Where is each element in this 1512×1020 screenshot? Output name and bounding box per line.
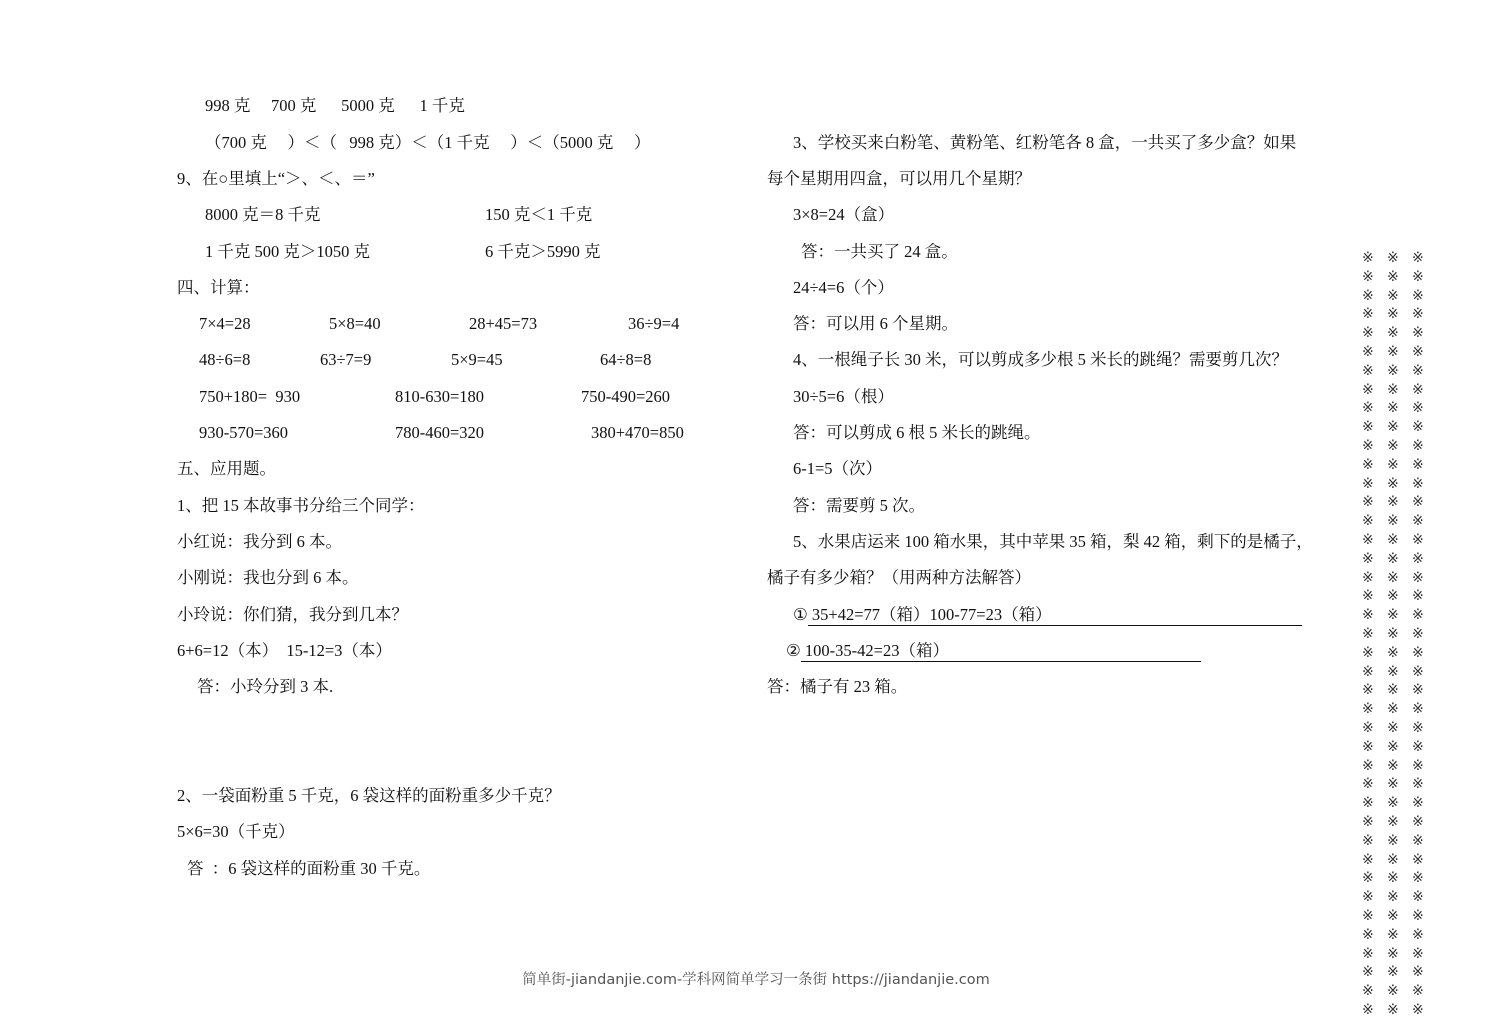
text-line: 小红说：我分到 6 本。 [177,532,342,551]
margin-mark: ※ [1387,738,1399,755]
margin-mark: ※ [1387,381,1399,398]
solution: 30÷5=6（根） [793,387,894,406]
margin-mark: ※ [1387,776,1399,793]
margin-mark: ※ [1412,268,1424,285]
question-9: 9、在○里填上“＞、＜、＝” [177,169,375,188]
margin-mark: ※ [1362,513,1374,530]
calc: 5×8=40 [329,314,381,333]
margin-mark: ※ [1387,701,1399,718]
margin-mark: ※ [1362,983,1374,1000]
margin-mark: ※ [1362,588,1374,605]
margin-mark: ※ [1387,532,1399,548]
margin-mark: ※ [1412,663,1424,680]
problem-5: 5、水果店运来 100 箱水果，其中苹果 35 箱，梨 42 箱，剩下的是橘子， [793,532,1313,551]
margin-mark: ※ [1387,438,1399,454]
margin-mark: ※ [1362,738,1374,755]
calc: 750-490=260 [581,387,671,406]
margin-mark: ※ [1387,851,1399,868]
margin-mark: ※ [1362,475,1374,492]
margin-mark: ※ [1362,494,1374,511]
answer: 答：可以用 6 个星期。 [793,314,958,333]
margin-mark: ※ [1362,926,1374,943]
margin-mark: ※ [1387,287,1399,304]
margin-mark: ※ [1362,644,1374,661]
solution: 6-1=5（次） [793,459,883,478]
margin-mark: ※ [1362,250,1374,266]
margin-mark: ※ [1362,456,1374,473]
margin-mark: ※ [1387,344,1399,360]
margin-mark: ※ [1362,720,1374,736]
margin-mark: ※ [1387,513,1399,530]
text-line: 每个星期用四盒，可以用几个星期？ [767,169,1031,188]
problem-4: 4、一根绳子长 30 米，可以剪成多少根 5 米长的跳绳？需要剪几次？ [793,350,1288,369]
margin-mark: ※ [1412,306,1424,323]
margin-mark: ※ [1362,663,1374,680]
solution: 5×6=30（千克） [177,822,295,841]
method-1 [793,605,1302,626]
margin-mark: ※ [1362,814,1374,830]
answer: 答：橘子有 23 箱。 [767,677,908,696]
text-line: 橘子有多少箱？（用两种方法解答） [767,568,1031,587]
margin-mark: ※ [1412,588,1424,605]
margin-mark: ※ [1412,287,1424,304]
solution: 24÷4=6（个） [793,278,894,297]
margin-mark: ※ [1412,889,1424,906]
margin-mark: ※ [1412,400,1424,417]
margin-mark: ※ [1362,550,1374,567]
margin-mark: ※ [1387,400,1399,417]
margin-mark: ※ [1362,306,1374,323]
margin-mark: ※ [1387,362,1399,379]
text-line: 小玲说：你们猜，我分到几本？ [177,605,408,624]
margin-mark: ※ [1387,682,1399,699]
compare: 150 克＜1 千克 [485,205,593,224]
margin-mark: ※ [1387,644,1399,661]
calc: 810-630=180 [395,387,485,406]
margin-mark: ※ [1412,964,1424,981]
margin-mark: ※ [1387,456,1399,473]
method-1-answer: 35+42=77（箱）100-77=23（箱） [808,605,1302,626]
binding-margin-marks [1362,250,1442,1020]
margin-mark: ※ [1412,532,1424,548]
margin-mark: ※ [1387,475,1399,492]
margin-mark: ※ [1387,832,1399,849]
margin-mark: ※ [1412,738,1424,755]
margin-mark: ※ [1412,814,1424,830]
margin-mark: ※ [1362,532,1374,548]
margin-mark: ※ [1362,381,1374,398]
calc: 7×4=28 [199,314,251,333]
margin-mark: ※ [1412,776,1424,793]
problem-2: 2、一袋面粉重 5 千克，6 袋这样的面粉重多少千克？ [177,786,561,805]
margin-mark: ※ [1412,250,1424,266]
margin-mark: ※ [1362,362,1374,379]
margin-mark: ※ [1362,344,1374,360]
margin-mark: ※ [1362,438,1374,454]
calc: 48÷6=8 [199,350,251,369]
calc: 380+470=850 [591,423,684,442]
margin-mark: ※ [1387,926,1399,943]
margin-mark: ※ [1387,964,1399,981]
solution: 3×8=24（盒） [793,205,895,224]
margin-mark: ※ [1412,381,1424,398]
section-5-heading: 五、应用题。 [177,459,276,478]
calc: 36÷9=4 [628,314,680,333]
calc: 64÷8=8 [600,350,652,369]
margin-mark: ※ [1387,870,1399,887]
margin-mark: ※ [1362,795,1374,812]
margin-mark: ※ [1362,626,1374,642]
margin-mark: ※ [1412,626,1424,642]
margin-mark: ※ [1412,569,1424,586]
margin-mark: ※ [1362,268,1374,285]
margin-mark: ※ [1387,757,1399,774]
margin-mark: ※ [1362,889,1374,906]
margin-mark: ※ [1412,456,1424,473]
margin-mark: ※ [1387,588,1399,605]
margin-mark: ※ [1362,607,1374,624]
problem-1: 1、把 15 本故事书分给三个同学： [177,496,425,515]
text-line: 小刚说：我也分到 6 本。 [177,568,359,587]
margin-mark: ※ [1387,1002,1399,1018]
margin-mark: ※ [1412,926,1424,943]
margin-mark: ※ [1412,945,1424,962]
margin-mark: ※ [1362,287,1374,304]
margin-mark: ※ [1362,1002,1374,1018]
margin-mark: ※ [1387,550,1399,567]
problem-3: 3、学校买来白粉笔、黄粉笔、红粉笔各 8 盒，一共买了多少盒？如果 [793,133,1297,152]
footer-watermark: 简单街-jiandanjie.com-学科网简单学习一条街 https://jiandanjie.com [522,972,990,988]
calc: 28+45=73 [469,314,538,333]
weights-list: 998 克 700 克 5000 克 1 千克 [205,96,465,115]
margin-mark: ※ [1412,1002,1424,1018]
margin-mark: ※ [1412,438,1424,454]
margin-mark: ※ [1412,851,1424,868]
margin-mark: ※ [1387,607,1399,624]
calc: 780-460=320 [395,423,485,442]
margin-mark: ※ [1362,682,1374,699]
margin-mark: ※ [1387,795,1399,812]
calc: 930-570=360 [199,423,289,442]
margin-mark: ※ [1362,851,1374,868]
margin-mark: ※ [1362,400,1374,417]
margin-mark: ※ [1387,663,1399,680]
margin-mark: ※ [1412,870,1424,887]
solution: 6+6=12（本） 15-12=3（本） [177,641,392,660]
margin-mark: ※ [1412,550,1424,567]
margin-mark: ※ [1362,832,1374,849]
compare: 1 千克 500 克＞1050 克 [205,242,370,261]
weights-order: （700 克 ）＜（ 998 克）＜（1 千克 ）＜（5000 克 ） [205,133,651,152]
margin-mark: ※ [1362,325,1374,342]
calc: 63÷7=9 [320,350,372,369]
margin-mark: ※ [1387,720,1399,736]
margin-mark: ※ [1412,701,1424,718]
section-4-heading: 四、计算： [177,278,260,297]
answer: 答：小玲分到 3 本. [197,677,334,696]
margin-mark: ※ [1412,344,1424,360]
margin-mark: ※ [1387,945,1399,962]
margin-mark: ※ [1412,795,1424,812]
method-1-label: ① [793,605,808,624]
answer: 答：一共买了 24 盒。 [801,242,958,261]
margin-mark: ※ [1362,964,1374,981]
margin-mark: ※ [1412,644,1424,661]
margin-mark: ※ [1387,306,1399,323]
margin-mark: ※ [1362,757,1374,774]
margin-mark: ※ [1412,832,1424,849]
margin-mark: ※ [1412,362,1424,379]
margin-mark: ※ [1412,757,1424,774]
margin-mark: ※ [1362,945,1374,962]
margin-mark: ※ [1387,569,1399,586]
margin-mark: ※ [1412,682,1424,699]
margin-mark: ※ [1387,419,1399,436]
margin-mark: ※ [1412,908,1424,924]
answer: 答：需要剪 5 次。 [793,496,925,515]
method-2-answer: 100-35-42=23（箱） [801,641,1201,662]
margin-mark: ※ [1362,569,1374,586]
margin-mark: ※ [1387,908,1399,924]
margin-mark: ※ [1412,607,1424,624]
calc: 5×9=45 [451,350,503,369]
answer: 答：可以剪成 6 根 5 米长的跳绳。 [793,423,1041,442]
margin-mark: ※ [1362,701,1374,718]
margin-mark: ※ [1362,776,1374,793]
margin-mark: ※ [1387,814,1399,830]
margin-mark: ※ [1412,720,1424,736]
margin-mark: ※ [1387,494,1399,511]
margin-mark: ※ [1362,870,1374,887]
margin-mark: ※ [1362,419,1374,436]
method-2-label: ② [786,641,801,660]
margin-mark: ※ [1412,475,1424,492]
calc: 750+180= 930 [199,387,301,406]
answer: 答 ：6 袋这样的面粉重 30 千克。 [187,859,431,878]
compare: 8000 克＝8 千克 [205,205,321,224]
margin-mark: ※ [1412,983,1424,1000]
margin-mark: ※ [1412,494,1424,511]
margin-mark: ※ [1387,889,1399,906]
method-2 [786,641,1201,662]
margin-mark: ※ [1412,325,1424,342]
margin-mark: ※ [1387,325,1399,342]
margin-mark: ※ [1362,908,1374,924]
margin-mark: ※ [1412,513,1424,530]
margin-mark: ※ [1387,268,1399,285]
margin-mark: ※ [1387,250,1399,266]
margin-mark: ※ [1412,419,1424,436]
margin-mark: ※ [1387,626,1399,642]
compare: 6 千克＞5990 克 [485,242,601,261]
margin-mark: ※ [1387,983,1399,1000]
